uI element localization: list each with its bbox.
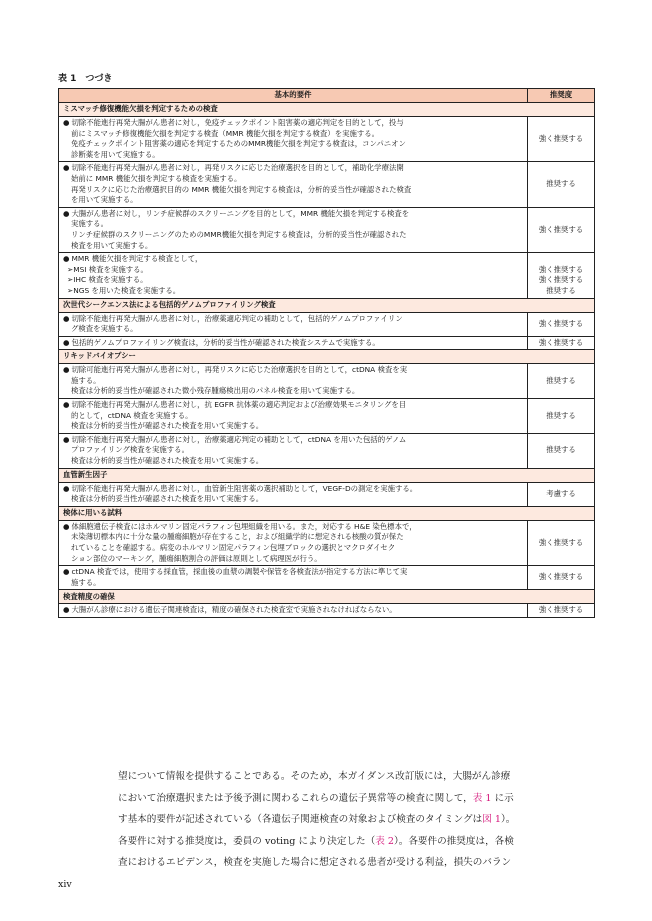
table-1-link[interactable]: 表 1 bbox=[472, 792, 492, 804]
requirement-cell bbox=[59, 312, 528, 336]
body-text-segment: に示 bbox=[491, 792, 514, 804]
sub-item bbox=[63, 286, 523, 297]
recommendation-cell bbox=[528, 364, 595, 399]
recommendation-level: 考慮する bbox=[546, 488, 576, 498]
recommendation-level: 推奨する bbox=[546, 285, 576, 295]
requirement-cell bbox=[59, 566, 528, 590]
body-text-segment: において治療選択または予後予測に関わるこれらの遺伝子異常等の検査に関して， bbox=[118, 792, 473, 804]
body-text bbox=[118, 766, 594, 874]
recommendation-level: 推奨する bbox=[546, 179, 576, 189]
bullet-icon: ● bbox=[63, 254, 70, 264]
table-row bbox=[59, 312, 595, 336]
recommendation-level: 強く推奨する bbox=[538, 572, 584, 582]
requirement-text-content: 切除不能進行再発大腸がん患者に対し，治療薬適応判定の補助として，包括的ゲノムプロファイリン bbox=[71, 313, 403, 323]
recommendation-level: 強く推奨する bbox=[538, 605, 584, 615]
recommendation-level: 推奨する bbox=[546, 445, 576, 455]
recommendation-cell bbox=[528, 207, 595, 252]
requirement-text: 検査を用いて実施する。 bbox=[71, 240, 153, 250]
requirement-text: グ検査を実施する。 bbox=[71, 324, 138, 334]
requirement-text: 実施する。 bbox=[71, 219, 108, 229]
body-text-segment: 望について情報を提供することである。そのため，本ガイダンス改訂版には，大腸がん診療 bbox=[118, 771, 511, 782]
requirement-text-content: 切除不能進行再発大腸がん患者に対し，血管新生阻害薬の選択補助として，VEGF-Dの測定を実施する。 bbox=[71, 483, 418, 493]
requirement-cell bbox=[59, 162, 528, 207]
recommendation-level: 推奨する bbox=[546, 410, 576, 420]
requirement-text: 始前に MMR 機能欠損を判定する検査を実施する。 bbox=[71, 173, 242, 183]
recommendation-level: 強く推奨する bbox=[538, 224, 584, 234]
recommendation-level: 強く推奨する bbox=[538, 337, 584, 347]
requirement-text: 免疫チェックポイント阻害薬の適応を判定するためのMMR機能欠損を判定する検査は，コンパニオン bbox=[71, 139, 406, 149]
recommendation-cell bbox=[528, 520, 595, 565]
recommendation-level: 強く推奨する bbox=[538, 264, 584, 274]
requirement-cell bbox=[59, 520, 528, 565]
table-row bbox=[59, 253, 595, 298]
header-requirement: 基本的要件 bbox=[59, 89, 528, 103]
arrow-bullet-icon: ➢ bbox=[67, 275, 74, 285]
body-line bbox=[118, 809, 594, 831]
table-row bbox=[59, 364, 595, 399]
bullet-icon: ● bbox=[63, 337, 70, 347]
recommendation-cell bbox=[528, 433, 595, 468]
bullet-icon: ● bbox=[63, 434, 70, 444]
section-title: 検査精度の確保 bbox=[59, 590, 595, 604]
section-title: 次世代シークエンス法による包括的ゲノムプロファイリング検査 bbox=[59, 298, 595, 312]
table-row bbox=[59, 566, 595, 590]
table-row bbox=[59, 433, 595, 468]
requirement-text bbox=[63, 400, 523, 411]
requirement-text: 再発リスクに応じた治療選択目的の MMR 機能欠損を判定する検査は，分析的妥当性が確認された検査 bbox=[71, 184, 412, 194]
recommendation-level: 推奨する bbox=[546, 375, 576, 385]
section-row bbox=[59, 350, 595, 364]
body-text-segment: 査におけるエビデンス，検査を実施した場合に想定される患者が受ける利益，損失のバラン bbox=[118, 857, 512, 868]
requirement-text bbox=[63, 118, 523, 129]
requirement-cell bbox=[59, 433, 528, 468]
requirement-text: 前にミスマッチ修復機能欠損を判定する検査（MMR 機能欠損を判定する検査）を実施する。 bbox=[71, 128, 380, 138]
requirement-text: 未染薄切標本内に十分な量の腫瘍細胞が存在すること，および組織学的に想定される核酸の質が保た bbox=[71, 532, 404, 542]
bullet-icon: ● bbox=[63, 400, 70, 410]
table-2-link[interactable]: 表 2 bbox=[375, 835, 394, 847]
requirement-text-content: ctDNA 検査では，使用する採血管，採血後の血漿の調製や保管を各検査法が指定する方法に準じて実 bbox=[71, 567, 408, 577]
recommendation-level: 強く推奨する bbox=[538, 133, 584, 143]
requirement-text bbox=[63, 522, 523, 533]
requirement-text bbox=[63, 163, 523, 174]
requirement-text-content: 切除不能進行再発大腸がん患者に対し，免疫チェックポイント阻害薬の適応判定を目的として，投与 bbox=[71, 118, 404, 127]
table-row bbox=[59, 520, 595, 565]
bullet-icon: ● bbox=[63, 365, 70, 375]
requirement-text: プロファイリング検査を実施する。 bbox=[71, 445, 189, 455]
sub-item-text: MSI 検査を実施する。 bbox=[73, 264, 148, 274]
requirement-text bbox=[63, 605, 523, 616]
table-row bbox=[59, 162, 595, 207]
requirement-cell bbox=[59, 399, 528, 434]
requirement-text-content: MMR 機能欠損を判定する検査として， bbox=[71, 254, 203, 264]
table-row bbox=[59, 399, 595, 434]
body-text-segment: ）。各要件の推奨度は，各検 bbox=[393, 835, 514, 847]
requirement-cell bbox=[59, 364, 528, 399]
requirement-text-content: 大腸がん患者に対し，リンチ症候群のスクリーニングを目的として，MMR 機能欠損を判定する検査を bbox=[71, 208, 410, 218]
requirement-text bbox=[63, 209, 523, 220]
requirement-text bbox=[63, 254, 523, 265]
recommendation-cell bbox=[528, 482, 595, 506]
requirement-text bbox=[63, 484, 523, 495]
bullet-icon: ● bbox=[63, 118, 70, 127]
section-row bbox=[59, 103, 595, 117]
recommendation-cell bbox=[528, 399, 595, 434]
recommendation-level: 強く推奨する bbox=[538, 537, 584, 547]
table-header-row bbox=[59, 89, 595, 103]
requirement-text-content: 切除不能進行再発大腸がん患者に対し，治療薬適応判定の補助として，ctDNA を用いた包括的ゲノム bbox=[71, 434, 407, 444]
recommendation-level: 強く推奨する bbox=[538, 318, 584, 328]
table-row bbox=[59, 336, 595, 350]
requirement-cell bbox=[59, 604, 528, 618]
recommendation-cell bbox=[528, 336, 595, 350]
bullet-icon: ● bbox=[63, 208, 70, 218]
arrow-bullet-icon: ➢ bbox=[67, 264, 74, 274]
body-text-segment: す基本的要件が記述されている（各遺伝子関連検査の対象および検査のタイミングは bbox=[118, 814, 483, 825]
body-line bbox=[118, 852, 594, 874]
table-row bbox=[59, 207, 595, 252]
table-caption: 表 1 つづき bbox=[58, 74, 113, 84]
recommendation-cell bbox=[528, 117, 595, 162]
requirement-cell bbox=[59, 336, 528, 350]
bullet-icon: ● bbox=[63, 313, 70, 323]
body-text-segment: 各要件に対する推奨度は，委員の voting により決定した（ bbox=[118, 835, 376, 847]
section-row bbox=[59, 298, 595, 312]
requirement-text bbox=[63, 338, 523, 349]
recommendation-cell bbox=[528, 566, 595, 590]
bullet-icon: ● bbox=[63, 567, 70, 577]
requirement-cell bbox=[59, 207, 528, 252]
requirement-text-content: 切除不能進行再発大腸がん患者に対し，抗 EGFR 抗体薬の適応判定および治療効果モニタリングを目 bbox=[71, 400, 407, 410]
table-body bbox=[59, 103, 595, 618]
body-line bbox=[118, 831, 594, 853]
requirement-text: 施する。 bbox=[71, 577, 101, 587]
body-line bbox=[118, 788, 594, 810]
requirement-text: を用いて実施する。 bbox=[71, 195, 138, 205]
table-row bbox=[59, 117, 595, 162]
sub-item bbox=[63, 265, 523, 276]
table-row bbox=[59, 604, 595, 618]
requirement-text-content: 切除可能進行再発大腸がん患者に対し，再発リスクに応じた治療選択を目的として，ctDNA 検査を実 bbox=[71, 365, 408, 375]
arrow-bullet-icon: ➢ bbox=[67, 285, 74, 295]
recommendation-cell bbox=[528, 253, 595, 298]
section-row bbox=[59, 590, 595, 604]
bullet-icon: ● bbox=[63, 605, 70, 615]
requirement-text bbox=[63, 567, 523, 578]
requirement-text: 検査は分析的妥当性が確認された微小残存腫瘍検出用のパネル検査を用いて実施する。 bbox=[71, 386, 360, 396]
requirement-text: 診断薬を用いて実施する。 bbox=[71, 149, 160, 159]
sub-item-text: IHC 検査を実施する。 bbox=[73, 275, 148, 285]
requirement-text: 検査は分析的妥当性が確認された検査を用いて実施する。 bbox=[71, 494, 264, 504]
recommendation-cell bbox=[528, 312, 595, 336]
requirement-text-content: 大腸がん診療における遺伝子関連検査は，精度の確保された検査室で実施されなければならない。 bbox=[71, 605, 397, 615]
recommendation-cell bbox=[528, 604, 595, 618]
section-title: ミスマッチ修復機能欠損を判定するための検査 bbox=[59, 103, 595, 117]
recommendation-cell bbox=[528, 162, 595, 207]
table-row bbox=[59, 482, 595, 506]
header-recommendation: 推奨度 bbox=[528, 89, 595, 103]
requirement-text bbox=[63, 435, 523, 446]
requirement-text: 検査は分析的妥当性が確認された検査を用いて実施する。 bbox=[71, 421, 264, 431]
requirement-text-content: 体細胞遺伝子検査にはホルマリン固定パラフィン包埋組織を用いる。また，対応する H&E 染色標本で， bbox=[71, 521, 417, 531]
requirement-text: 施する。 bbox=[71, 375, 101, 385]
requirement-text bbox=[63, 365, 523, 376]
recommendation-level: 強く推奨する bbox=[538, 275, 584, 285]
requirement-text bbox=[63, 314, 523, 325]
figure-1-link[interactable]: 図 1 bbox=[482, 814, 501, 825]
requirement-cell bbox=[59, 253, 528, 298]
spacer bbox=[532, 254, 590, 265]
bullet-icon: ● bbox=[63, 483, 70, 493]
section-row bbox=[59, 506, 595, 520]
page-number: xiv bbox=[58, 879, 72, 890]
requirement-cell bbox=[59, 482, 528, 506]
requirement-text: ション部位のマーキング，腫瘍細胞割合の評価は原則として病理医が行う。 bbox=[71, 553, 322, 563]
requirements-table bbox=[58, 88, 595, 618]
section-title: 血管新生因子 bbox=[59, 468, 595, 482]
section-title: 検体に用いる試料 bbox=[59, 506, 595, 520]
requirement-text-content: 包括的ゲノムプロファイリング検査は，分析的妥当性が確認された検査システムで実施する。 bbox=[71, 337, 380, 347]
section-title: リキッドバイオプシー bbox=[59, 350, 595, 364]
section-row bbox=[59, 468, 595, 482]
bullet-icon: ● bbox=[63, 163, 70, 173]
sub-item bbox=[63, 275, 523, 286]
body-line bbox=[118, 766, 594, 788]
sub-item-text: NGS を用いた検査を実施する。 bbox=[73, 285, 181, 295]
requirement-cell bbox=[59, 117, 528, 162]
requirement-text: リンチ症候群のスクリーニングのためのMMR機能欠損を判定する検査は，分析的妥当性が確認された bbox=[71, 229, 407, 239]
requirement-text: れていることを確認する。病変のホルマリン固定パラフィン包埋ブロックの選択とマクロダイセク bbox=[71, 543, 396, 552]
body-text-segment: ）。 bbox=[500, 814, 516, 825]
requirement-text: 的として，ctDNA 検査を実施する。 bbox=[71, 410, 193, 420]
bullet-icon: ● bbox=[63, 521, 70, 531]
requirement-text: 検査は分析的妥当性が確認された検査を用いて実施する。 bbox=[71, 456, 264, 466]
requirement-text-content: 切除不能進行再発大腸がん患者に対し，再発リスクに応じた治療選択を目的として，補助化学療法開 bbox=[71, 163, 404, 173]
